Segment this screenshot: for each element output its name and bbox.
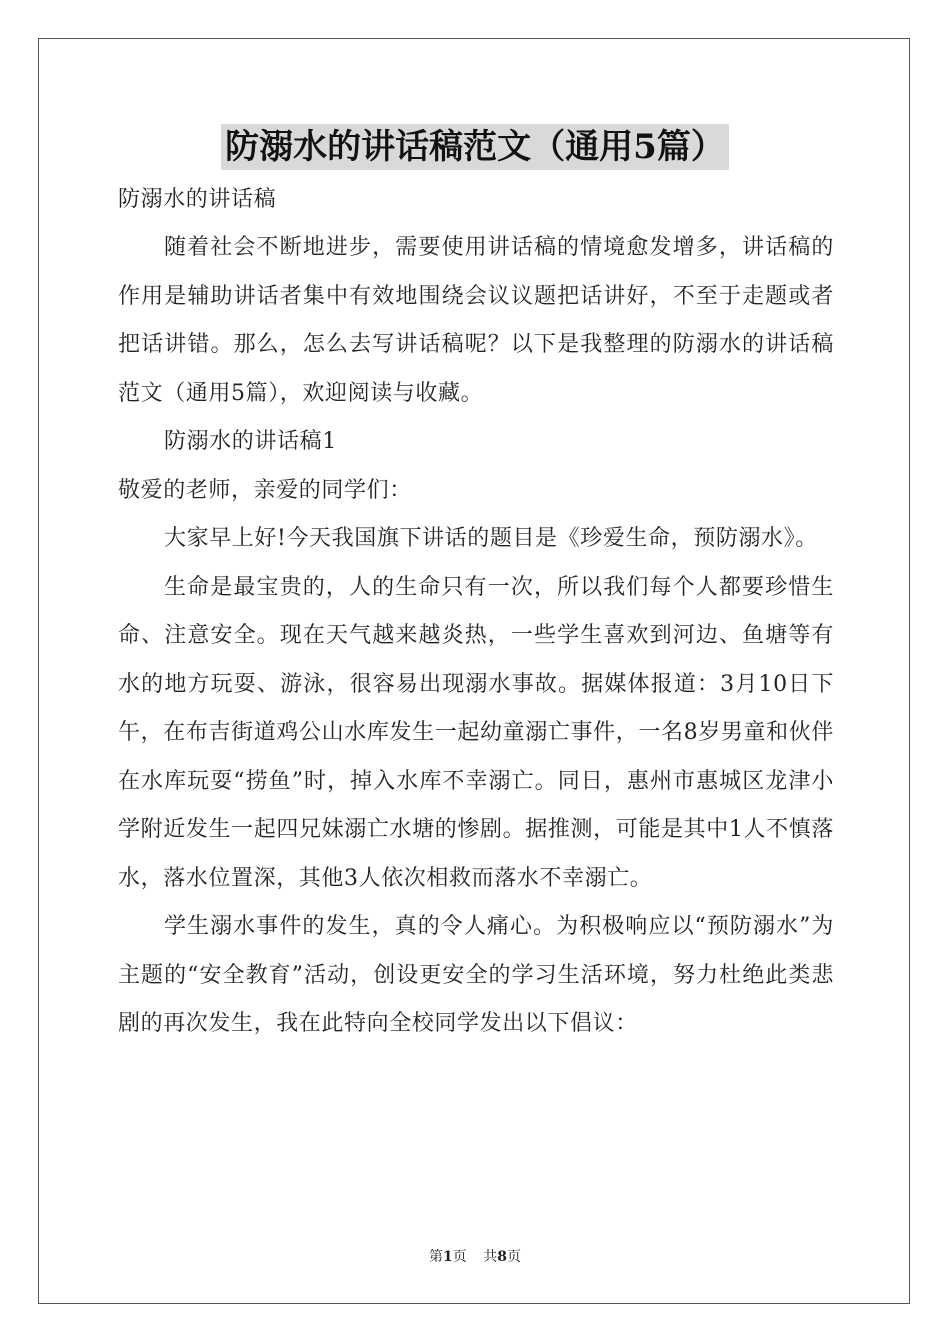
document-body <box>118 180 834 1049</box>
paragraph-3: 敬爱的老师，亲爱的同学们： <box>118 477 412 503</box>
page-total: 共8页 <box>483 1249 521 1265</box>
page-footer <box>0 1248 950 1266</box>
paragraph-1: 随着社会不断地进步，需要使用讲话稿的情境愈发增多，讲话稿的作用是辅助讲话者集中有效地围绕会议议题把话讲好，不至于走题或者把话讲错。那么，怎么去写讲话稿呢？以下是我整理的防溺水的讲话稿范文（通用5篇），欢迎阅读与收藏。 <box>118 235 834 406</box>
document-title: 防溺水的讲话稿范文（通用5篇） <box>221 124 729 170</box>
page-number: 第1页 <box>429 1249 467 1265</box>
title-container <box>0 124 950 170</box>
paragraph-5: 生命是最宝贵的，人的生命只有一次，所以我们每个人都要珍惜生命、注意安全。现在天气越来越炎热，一些学生喜欢到河边、鱼塘等有水的地方玩耍、游泳，很容易出现溺水事故。据媒体报道：3月10日下午，在布吉街道鸡公山水库发生一起幼童溺亡事件，一名8岁男童和伙伴在水库玩耍“捞鱼”时，掉入水库不幸溺亡。同日，惠州市惠城区龙津小学附近发生一起四兄妹溺亡水塘的惨剧。据推测，可能是其中1人不慎落水，落水位置深，其他3人依次相救而落水不幸溺亡。 <box>118 574 834 891</box>
paragraph-0: 防溺水的讲话稿 <box>118 187 277 212</box>
paragraph-2: 防溺水的讲话稿1 <box>164 429 337 454</box>
paragraph-6: 学生溺水事件的发生，真的令人痛心。为积极响应以“预防溺水”为主题的“安全教育”活动，创设更安全的学习生活环境，努力杜绝此类悲剧的再次发生，我在此特向全校同学发出以下倡议： <box>118 914 834 1036</box>
paragraph-4: 大家早上好!今天我国旗下讲话的题目是《珍爱生命，预防溺水》。 <box>164 526 818 551</box>
